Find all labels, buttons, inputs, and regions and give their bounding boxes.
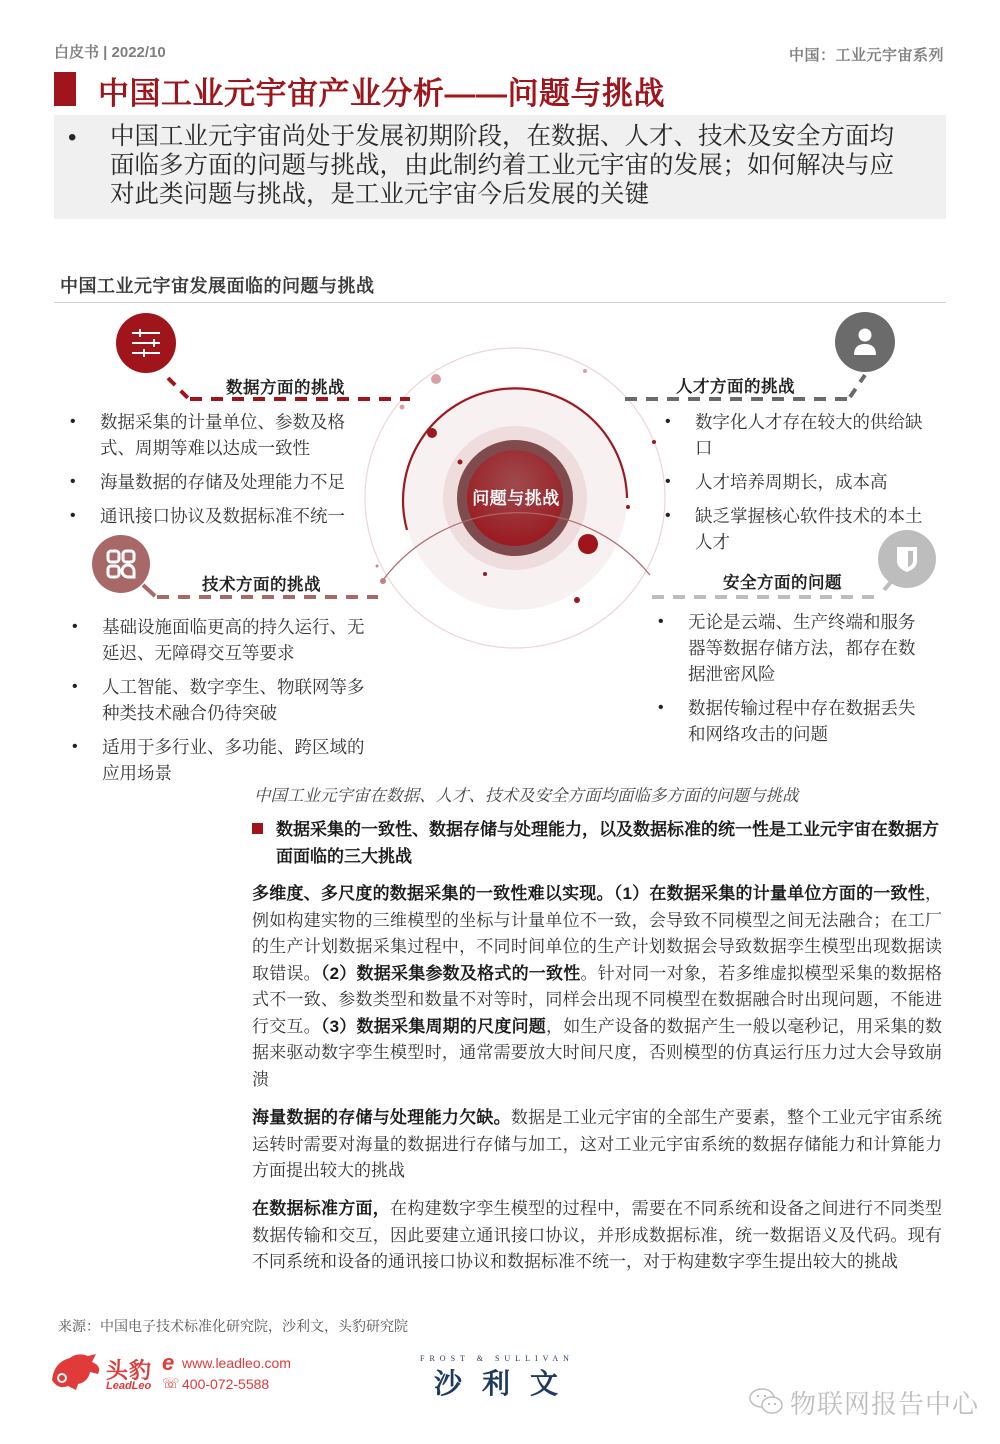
leadleo-brand-cn: 头豹 bbox=[106, 1358, 153, 1383]
leadleo-brand-en: LeadLeo bbox=[106, 1380, 152, 1392]
leadleo-phone: 400-072-5588 bbox=[182, 1376, 270, 1392]
figure-caption: 中国工业元宇宙在数据、人才、技术及安全方面均面临多方面的问题与挑战 bbox=[254, 787, 799, 805]
list-item: • 通讯接口协议及数据标准不统一 bbox=[70, 503, 370, 529]
category-label-data: 数据方面的挑战 bbox=[226, 379, 345, 397]
paragraph-storage: 海量数据的存储与处理能力欠缺。数据是工业元宇宙的全部生产要素，整个工业元宇宙系统运转时需要对海量的数据进行存储与加工，这对工业元宇宙系统的数据存储能力和计算能力方面提出较大的挑战 bbox=[252, 1108, 943, 1180]
frost-sullivan-cn: 沙利文 bbox=[434, 1368, 579, 1399]
list-item: • 海量数据的存储及处理能力不足 bbox=[70, 469, 370, 495]
list-item: • 数据采集的计量单位、参数及格式、周期等难以达成一致性 bbox=[70, 409, 370, 461]
paragraph-data-collection: 多维度、多尺度的数据采集的一致性难以实现。（1）在数据采集的计量单位方面的一致性，例如构建实物的三维模型的坐标与计量单位不一致，会导致不同模型之间无法融合；在工厂的生产计划数据采集过程中，不同时间单位的生产计划数据会导致数据孪生模型出现数据读取错误。（2）数据采集参数及格式的一致性。针对同一对象，若多维虚拟模型采集的数据格式不一致、参数类型和数量不对等时，同样会出现不同模型在数据融合时出现问题，不能进行交互。（3）数据采集周期的尺度问题，如生产设备的数据产生一般以毫秒记，用采集的数据来驱动数字孪生模型时，通常需要放大时间尺度，否则模型的仿真运行压力过大会导致崩溃 bbox=[252, 884, 942, 1089]
list-item: • 缺乏掌握核心软件技术的本土人才 bbox=[665, 503, 925, 555]
square-bullet bbox=[252, 823, 263, 834]
list-item: • 适用于多行业、多功能、跨区域的应用场景 bbox=[72, 734, 372, 786]
frost-sullivan-en: FROST & SULLIVAN bbox=[420, 1354, 574, 1363]
watermark-text: 物联网报告中心 bbox=[790, 1389, 980, 1419]
leadleo-url[interactable]: www.leadleo.com bbox=[182, 1355, 291, 1371]
center-label: 问题与挑战 bbox=[472, 488, 560, 508]
list-item: • 人才培养周期长，成本高 bbox=[665, 469, 925, 495]
wechat-icon bbox=[748, 1386, 786, 1416]
security-challenges-list bbox=[658, 609, 923, 755]
list-item: • 基础设施面临更高的持久运行、无延迟、无障碍交互等要求 bbox=[72, 614, 372, 666]
series-name: 中国：工业元宇宙系列 bbox=[788, 47, 944, 64]
paragraph-standards: 在数据标准方面，在构建数字孪生模型的过程中，需要在不同系统和设备之间进行不同类型数据传输和交互，因此要建立通讯接口协议，并形成数据标准，统一数据语义及代码。现有不同系统和设备的通讯接口协议和数据标准不统一，对于构建数字孪生提出较大的挑战 bbox=[252, 1199, 943, 1271]
sliders-icon bbox=[116, 313, 176, 373]
section-title: 中国工业元宇宙发展面临的问题与挑战 bbox=[60, 276, 375, 296]
doc-type-date: 白皮书 | 2022/10 bbox=[54, 44, 166, 61]
apps-grid-icon bbox=[92, 535, 150, 593]
category-label-security: 安全方面的问题 bbox=[723, 574, 842, 592]
shield-icon bbox=[878, 530, 936, 588]
bold-lead: 海量数据的存储与处理能力欠缺。 bbox=[252, 1108, 511, 1127]
phone-icon: ☏ bbox=[162, 1375, 180, 1391]
summary-text: 中国工业元宇宙尚处于发展初期阶段，在数据、人才、技术及安全方面均面临多方面的问题与挑战，由此制约着工业元宇宙的发展；如何解决与应对此类问题与挑战，是工业元宇宙今后发展的关键 bbox=[110, 123, 894, 208]
page-title: 中国工业元宇宙产业分析——问题与挑战 bbox=[98, 76, 665, 111]
source-note: 来源：中国电子技术标准化研究院，沙利文，头豹研究院 bbox=[58, 1318, 408, 1334]
list-item: • 无论是云端、生产终端和服务器等数据存储方法，都存在数据泄密风险 bbox=[658, 609, 923, 687]
list-item: • 人工智能、数字孪生、物联网等多种类技术融合仍待突破 bbox=[72, 674, 372, 726]
key-point: 数据采集的一致性、数据存储与处理能力，以及数据标准的统一性是工业元宇宙在数据方面面临的三大挑战 bbox=[276, 820, 939, 866]
bold-lead: 在数据标准方面， bbox=[252, 1199, 391, 1218]
list-item: • 数字化人才存在较大的供给缺口 bbox=[665, 409, 925, 461]
list-item: • 数据传输过程中存在数据丢失和网络攻击的问题 bbox=[658, 695, 923, 747]
category-label-talent: 人才方面的挑战 bbox=[676, 378, 795, 396]
leadleo-logo-icon bbox=[48, 1350, 104, 1392]
summary-bullet: • bbox=[68, 124, 77, 151]
title-accent-bar bbox=[54, 72, 76, 106]
web-icon: e bbox=[162, 1350, 175, 1375]
bold-lead: 多维度、多尺度的数据采集的一致性难以实现。（1）在数据采集的计量单位方面的一致性 bbox=[252, 884, 925, 903]
data-challenges-list bbox=[70, 409, 370, 537]
tech-challenges-list bbox=[72, 614, 372, 794]
category-label-tech: 技术方面的挑战 bbox=[202, 576, 321, 594]
person-icon bbox=[835, 312, 895, 372]
